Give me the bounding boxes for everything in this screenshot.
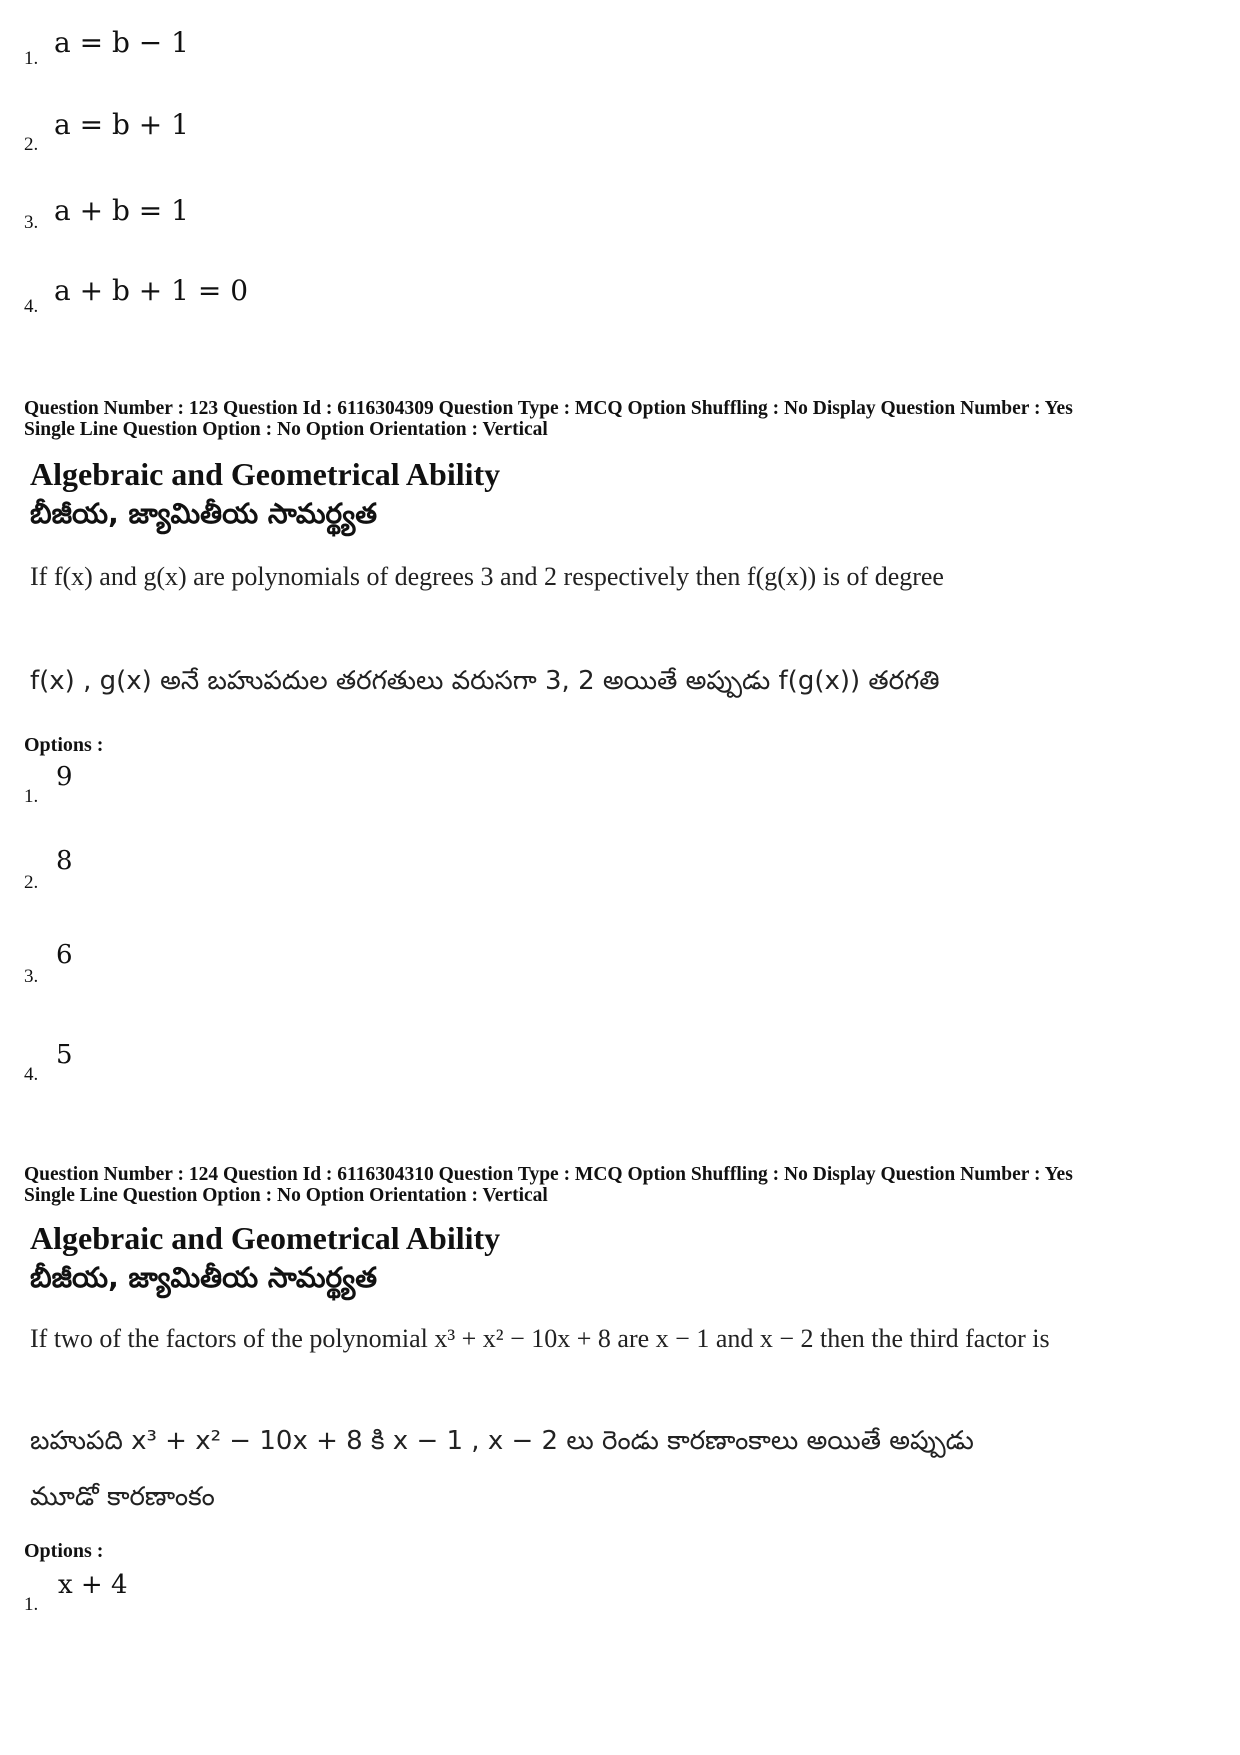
option-number: 1. — [24, 48, 39, 69]
prev-option-1[interactable] — [24, 26, 624, 86]
meta-line-1: Question Number : 124 Question Id : 6116304310 Question Type : MCQ Option Shuffling : No Display Question Number : Yes — [24, 1164, 1073, 1185]
subject-title — [30, 454, 500, 534]
option-number: 1. — [24, 786, 39, 807]
subject-telugu: బీజీయ, జ్యామితీయ సామర్థ్యత — [30, 1261, 378, 1294]
option-1[interactable] — [24, 1570, 624, 1630]
prev-option-2[interactable] — [24, 108, 624, 168]
option-number: 4. — [24, 296, 39, 317]
meta-line-2: Single Line Question Option : No Option Orientation : Vertical — [24, 419, 548, 440]
option-number: 2. — [24, 872, 39, 893]
option-2[interactable] — [24, 846, 624, 906]
option-number: 2. — [24, 134, 39, 155]
option-text: 9 — [56, 762, 73, 792]
question-meta — [24, 398, 1224, 440]
subject-title — [30, 1218, 500, 1298]
option-text: 6 — [56, 940, 73, 970]
subject-english: Algebraic and Geometrical Ability — [30, 456, 501, 492]
question-meta — [24, 1164, 1224, 1206]
option-3[interactable] — [24, 940, 624, 1000]
option-text: a + b + 1 = 0 — [54, 274, 249, 307]
options-label: Options : — [24, 734, 104, 756]
prev-option-3[interactable] — [24, 194, 624, 254]
subject-telugu: బీజీయ, జ్యామితీయ సామర్థ్యత — [30, 497, 378, 530]
question-text-english: If f(x) and g(x) are polynomials of degrees 3 and 2 respectively then f(g(x)) is of degree — [30, 562, 944, 591]
option-text: 8 — [56, 846, 73, 876]
prev-option-4[interactable] — [24, 274, 624, 334]
meta-line-1: Question Number : 123 Question Id : 6116304309 Question Type : MCQ Option Shuffling : No Display Question Number : Yes — [24, 398, 1073, 419]
question-text-telugu: f(x) , g(x) అనే బహుపదుల తరగతులు వరుసగా 3, 2 అయితే అప్పుడు f(g(x)) తరగతి — [30, 666, 940, 696]
option-1[interactable] — [24, 762, 624, 822]
option-text: a = b − 1 — [54, 26, 189, 59]
option-number: 3. — [24, 966, 39, 987]
option-text: x + 4 — [58, 1570, 128, 1600]
option-number: 3. — [24, 212, 39, 233]
subject-english: Algebraic and Geometrical Ability — [30, 1220, 501, 1256]
option-text: a = b + 1 — [54, 108, 189, 141]
option-text: 5 — [56, 1040, 73, 1070]
option-text: a + b = 1 — [54, 194, 189, 227]
option-number: 1. — [24, 1594, 39, 1615]
option-number: 4. — [24, 1064, 39, 1085]
option-4[interactable] — [24, 1040, 624, 1100]
question-text-english: If two of the factors of the polynomial x³ + x² − 10x + 8 are x − 1 and x − 2 then the third factor is — [30, 1324, 1050, 1353]
meta-line-2: Single Line Question Option : No Option Orientation : Vertical — [24, 1185, 548, 1206]
options-label: Options : — [24, 1540, 104, 1562]
question-text-telugu-line-1: బహుపది x³ + x² − 10x + 8 కి x − 1 , x − 2 లు రెండు కారణాంకాలు అయితే అప్పుడు — [30, 1426, 974, 1456]
question-text-telugu-line-2: మూడో కారణాంకం — [30, 1482, 215, 1512]
